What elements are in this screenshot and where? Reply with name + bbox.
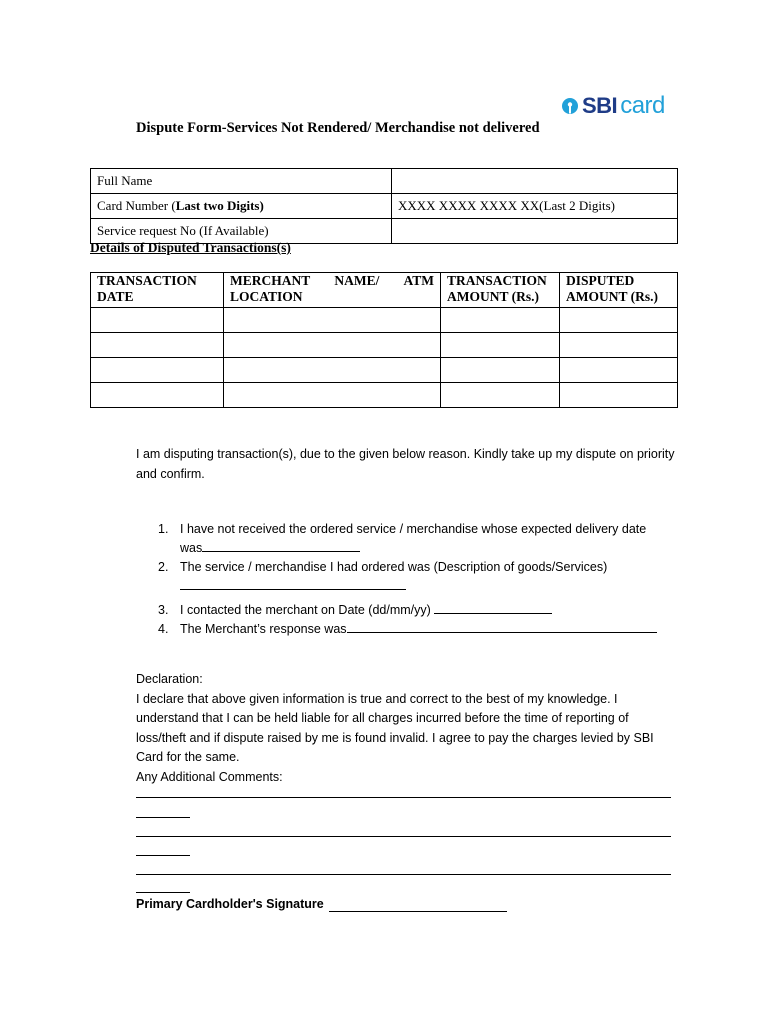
table-cell[interactable] [224, 358, 441, 383]
table-row [91, 169, 678, 194]
service-request-field[interactable] [392, 219, 678, 244]
disputed-transactions-heading: Details of Disputed Transactions(s) [90, 240, 291, 255]
intro-text: I am disputing transaction(s), due to the given below reason. Kindly take up my dispute on priority and confirm. [136, 447, 675, 481]
table-cell[interactable] [560, 333, 678, 358]
table-cell[interactable] [441, 358, 560, 383]
table-header-row [91, 273, 678, 308]
table-cell[interactable] [224, 383, 441, 408]
table-cell[interactable] [441, 308, 560, 333]
table-cell[interactable] [224, 333, 441, 358]
table-cell[interactable] [91, 333, 224, 358]
table-cell[interactable] [560, 358, 678, 383]
table-row [91, 308, 678, 333]
comment-line-1[interactable] [136, 797, 671, 798]
table-row [91, 383, 678, 408]
card-number-label: Card Number (Last two Digits) [91, 194, 392, 219]
list-item: 4. The Merchant’s response was [136, 620, 676, 639]
disputed-transactions-table [90, 272, 678, 408]
comment-line-3[interactable] [136, 874, 671, 875]
header-transaction-amount: TRANSACTION AMOUNT (Rs.) [441, 273, 560, 308]
declaration-section [136, 670, 676, 787]
table-cell[interactable] [91, 358, 224, 383]
table-row [91, 333, 678, 358]
full-name-label: Full Name [91, 169, 392, 194]
additional-comments-label: Any Additional Comments: [136, 769, 283, 784]
full-name-field[interactable] [392, 169, 678, 194]
table-cell[interactable] [441, 383, 560, 408]
signature-line[interactable] [329, 911, 507, 912]
comment-line-2-wrap[interactable] [136, 855, 190, 856]
sbi-logo-icon [560, 96, 580, 116]
header-transaction-date: TRANSACTION DATE [91, 273, 224, 308]
form-title: Dispute Form-Services Not Rendered/ Merchandise not delivered [136, 120, 540, 136]
service-request-label: Service request No (If Available) [91, 219, 392, 244]
table-cell[interactable] [91, 308, 224, 333]
list-item: 2. The service / merchandise I had ordered was (Description of goods/Services) [136, 558, 676, 595]
cardholder-details-table [90, 168, 678, 244]
table-row [91, 194, 678, 219]
comment-line-3-wrap[interactable] [136, 892, 190, 893]
declaration-text: I declare that above given information is true and correct to the best of my knowledge. I understand that I can be held liable for all charges incurred before the time of reporting of loss/theft and if dispute raised by me is found invalid. I agree to pay the charges levied by SBI Card for the same. [136, 691, 654, 764]
list-item: 3. I contacted the merchant on Date (dd/mm/yy) [136, 601, 676, 620]
contact-date-blank[interactable] [434, 601, 552, 614]
table-cell[interactable] [441, 333, 560, 358]
signature-label: Primary Cardholder's Signature [136, 897, 324, 911]
reasons-list [136, 520, 676, 638]
header-merchant-location: MERCHANT NAME/ ATM LOCATION [224, 273, 441, 308]
sbi-card-logo [560, 92, 665, 120]
table-cell[interactable] [224, 308, 441, 333]
delivery-date-blank[interactable] [202, 539, 360, 552]
comment-line-1-wrap[interactable] [136, 817, 190, 818]
table-cell[interactable] [560, 308, 678, 333]
list-item: 1. I have not received the ordered service / merchandise whose expected delivery date was [158, 522, 647, 555]
merchant-response-blank[interactable] [347, 620, 657, 633]
logo-card-text: card [620, 92, 665, 119]
header-disputed-amount: DISPUTED AMOUNT (Rs.) [560, 273, 678, 308]
declaration-heading: Declaration: [136, 672, 203, 686]
table-cell[interactable] [560, 383, 678, 408]
comment-line-2[interactable] [136, 836, 671, 837]
table-row [91, 358, 678, 383]
table-cell[interactable] [91, 383, 224, 408]
goods-description-blank[interactable] [180, 577, 406, 590]
card-number-field[interactable]: XXXX XXXX XXXX XX(Last 2 Digits) [392, 194, 678, 219]
logo-sbi-text: SBI [582, 93, 618, 118]
